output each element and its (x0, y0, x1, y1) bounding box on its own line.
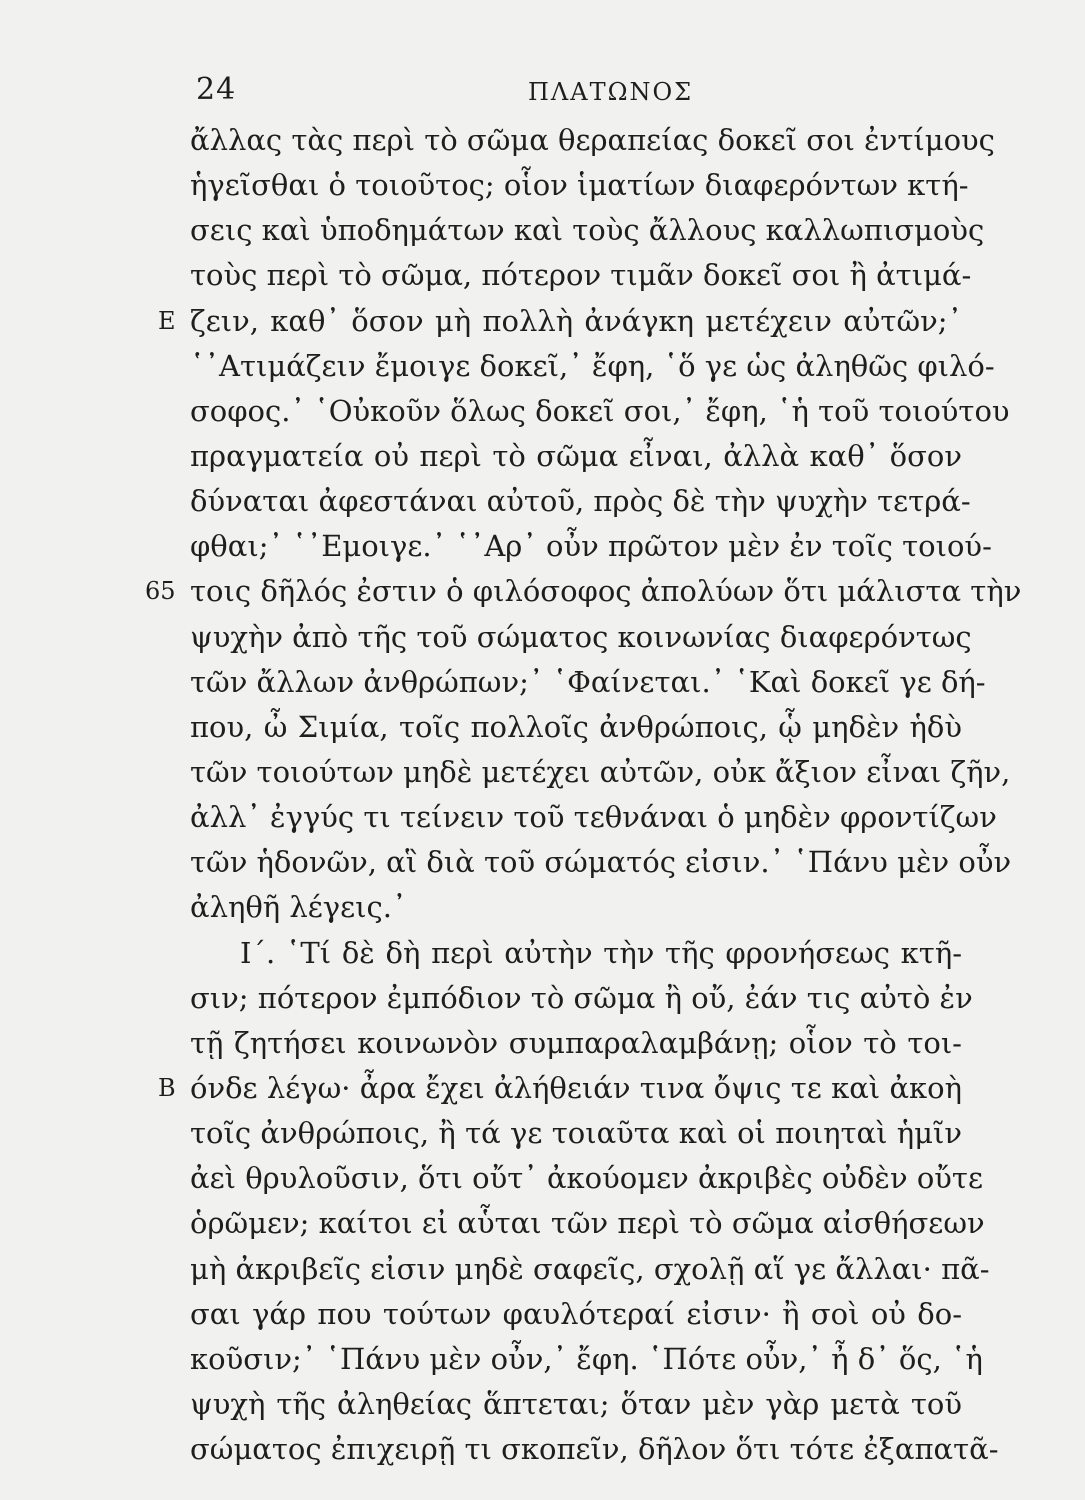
line-text: που, ὦ Σιμία, τοῖς πολλοῖς ἀνθρώποις, ᾧ μηδὲν ἡδὺ (190, 709, 962, 744)
text-line (190, 118, 995, 163)
text-line (190, 1111, 990, 1156)
text-line (190, 660, 990, 705)
text-line (190, 253, 990, 298)
line-text: τῶν τοιούτων μηδὲ μετέχει αὐτῶν, οὐκ ἄξιον εἶναι ζῆν, (190, 754, 1011, 789)
text-line (190, 1247, 990, 1292)
body-text (145, 118, 1022, 1472)
text-line (190, 976, 990, 1021)
text-line (190, 750, 1011, 795)
margin-reference: B (158, 1073, 176, 1102)
line-text: σεις καὶ ὑποδημάτων καὶ τοὺς ἄλλους καλλωπισμοὺς (190, 213, 985, 248)
line-text: τοὺς περὶ τὸ σῶμα, πότερον τιμᾶν δοκεῖ σοι ἢ ἀτιμά- (190, 258, 972, 293)
text-line (190, 1337, 990, 1382)
text-line (190, 479, 990, 524)
running-title: ΠΛΑΤΩΝΟΣ (528, 78, 694, 106)
text-line (190, 615, 990, 660)
line-text: σοφος.᾽ ῾Οὐκοῦν ὅλως δοκεῖ σοι,᾽ ἔφη, ῾ἡ τοῦ τοιούτου (190, 393, 1010, 428)
text-line (190, 434, 990, 479)
line-text: τῶν ἡδονῶν, αἳ διὰ τοῦ σώματός εἰσιν.᾽ ῾Πάνυ μὲν οὖν (190, 845, 1012, 880)
line-text: τοῖς ἀνθρώποις, ἢ τά γε τοιαῦτα καὶ οἱ ποιηταὶ ἡμῖν (190, 1116, 962, 1151)
line-text: πραγματεία οὐ περὶ τὸ σῶμα εἶναι, ἀλλὰ καθ᾽ ὅσον (190, 438, 962, 473)
margin-reference: 65 (145, 577, 176, 606)
text-line (190, 1292, 990, 1337)
text-line (190, 795, 997, 840)
line-text: τῶν ἄλλων ἀνθρώπων;᾽ ῾Φαίνεται.᾽ ῾Καὶ δοκεῖ γε δή- (190, 664, 986, 699)
text-line (190, 885, 990, 930)
text-line (190, 208, 990, 253)
line-text: ἀεὶ θρυλοῦσιν, ὅτι οὔτ᾽ ἀκούομεν ἀκριβὲς οὐδὲν οὔτε (190, 1161, 983, 1196)
text-line (145, 569, 1022, 614)
text-line (190, 389, 1010, 434)
text-line (190, 1427, 999, 1472)
line-text: ἀληθῆ λέγεις.᾽ (190, 890, 407, 925)
line-text: ἀλλ᾽ ἐγγύς τι τείνειν τοῦ τεθνάναι ὁ μηδὲν φροντίζων (190, 800, 997, 835)
line-text: Ι΄. ῾Τί δὲ δὴ περὶ αὐτὴν τὴν τῆς φρονήσεως κτῆ- (240, 935, 962, 970)
line-text: μὴ ἀκριβεῖς εἰσιν μηδὲ σαφεῖς, σχολῇ αἵ γε ἄλλαι· πᾶ- (190, 1251, 990, 1286)
line-text: όνδε λέγω· ἆρα ἔχει ἀλήθειάν τινα ὄψις τε καὶ ἀκοὴ (190, 1070, 962, 1105)
text-line (190, 1382, 990, 1427)
text-line (158, 299, 990, 344)
line-text: ὁρῶμεν; καίτοι εἰ αὗται τῶν περὶ τὸ σῶμα αἰσθήσεων (190, 1206, 985, 1241)
line-text: ψυχὴ τῆς ἀληθείας ἅπτεται; ὅταν μὲν γὰρ μετὰ τοῦ (190, 1386, 962, 1421)
text-line (190, 705, 990, 750)
line-text: σώματος ἐπιχειρῇ τι σκοπεῖν, δῆλον ὅτι τότε ἐξαπατᾶ- (190, 1432, 999, 1467)
text-line (158, 1066, 990, 1111)
text-line (190, 344, 995, 389)
text-line (190, 1201, 990, 1246)
line-text: δύναται ἀφεστάναι αὐτοῦ, πρὸς δὲ τὴν ψυχὴν τετρά- (190, 484, 971, 519)
text-line (190, 1021, 990, 1066)
line-text: φθαι;᾽ ῾᾽Εμοιγε.᾽ ῾᾽Αρ᾽ οὖν πρῶτον μὲν ἐν τοῖς τοιού- (190, 529, 992, 564)
line-text: ἡγεῖσθαι ὁ τοιοῦτος; οἷον ἱματίων διαφερόντων κτή- (190, 168, 969, 203)
page-number: 24 (196, 72, 237, 107)
line-text: ζειν, καθ᾽ ὅσον μὴ πολλὴ ἀνάγκη μετέχειν αὐτῶν;᾽ (190, 303, 962, 338)
line-text: τοις δῆλός ἐστιν ὁ φιλόσοφος ἀπολύων ὅτι μάλιστα τὴν (190, 574, 1022, 609)
line-text: τῇ ζητήσει κοινωνὸν συμπαραλαμβάνῃ; οἷον τὸ τοι- (190, 1025, 962, 1060)
line-text: ῾᾽Ατιμάζειν ἔμοιγε δοκεῖ,᾽ ἔφη, ῾ὅ γε ὡς ἀληθῶς φιλό- (190, 348, 995, 383)
text-line (190, 931, 990, 976)
line-text: κοῦσιν;᾽ ῾Πάνυ μὲν οὖν,᾽ ἔφη. ῾Πότε οὖν,᾽ ἦ δ᾽ ὅς, ῾ἡ (190, 1341, 983, 1376)
margin-reference: E (158, 306, 176, 335)
text-line (190, 524, 990, 569)
line-text: σιν; πότερον ἐμπόδιον τὸ σῶμα ἢ οὔ, ἐάν τις αὐτὸ ἐν (190, 980, 973, 1015)
line-text: ἄλλας τὰς περὶ τὸ σῶμα θεραπείας δοκεῖ σοι ἐντίμους (190, 123, 995, 157)
line-text: σαι γάρ που τούτων φαυλότεραί εἰσιν· ἢ σοὶ οὐ δο- (190, 1296, 962, 1331)
text-line (190, 840, 1012, 885)
text-line (190, 1156, 990, 1201)
text-line (190, 163, 990, 208)
line-text: ψυχὴν ἀπὸ τῆς τοῦ σώματος κοινωνίας διαφερόντως (190, 619, 972, 654)
